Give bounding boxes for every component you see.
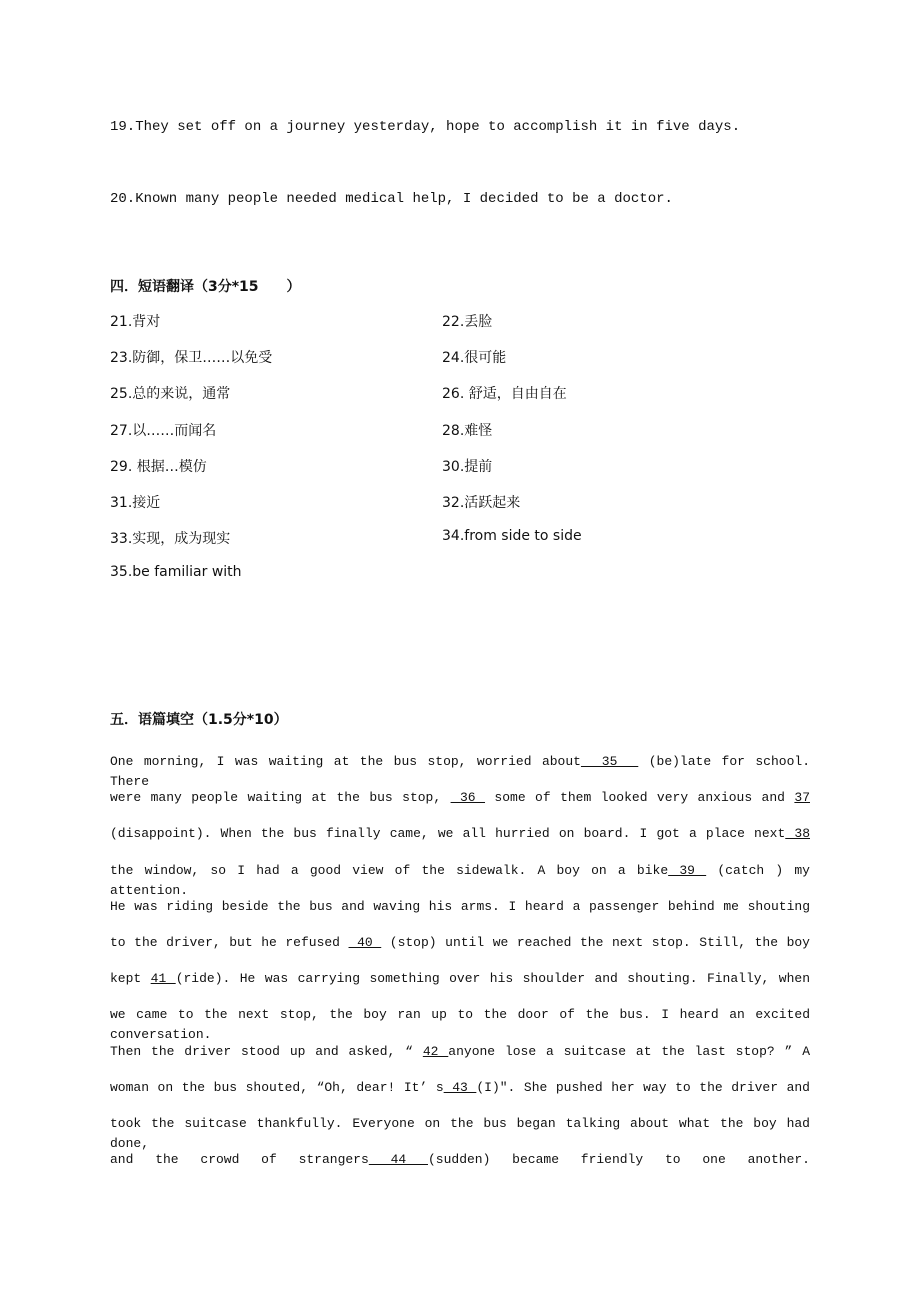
phrase-item: 32.活跃起来 bbox=[442, 495, 521, 511]
passage-text: took the suitcase thankfully. Everyone on the bus began talking about what the boy had done, bbox=[110, 1116, 810, 1151]
sentence-20: 20.Known many people needed medical help, I decided to be a doctor. bbox=[110, 191, 673, 207]
blank: 37 bbox=[794, 790, 810, 806]
blank: 42 bbox=[422, 1043, 449, 1059]
phrase-item: 24.很可能 bbox=[442, 350, 507, 367]
passage-text: were many people waiting at the bus stop, bbox=[110, 790, 451, 806]
blank: 38 bbox=[785, 826, 810, 842]
blank: 43 bbox=[443, 1079, 477, 1095]
phrase-item: 31.接近 bbox=[110, 495, 161, 511]
passage-text: some of them looked very anxious and bbox=[485, 790, 795, 806]
passage-text: (be)late for school. There bbox=[110, 754, 810, 789]
passage-text: (stop) until we reached the next stop. Still, the boy bbox=[381, 935, 810, 950]
blank: 41 bbox=[150, 971, 176, 987]
passage-text: One morning, I was waiting at the bus stop, worried about bbox=[110, 754, 581, 769]
passage-text: woman on the bus shouted, “Oh, dear! It’ s bbox=[110, 1079, 444, 1095]
passage-text: kept bbox=[110, 971, 151, 987]
passage-line bbox=[110, 969, 810, 989]
phrase-item: 25.总的来说，通常 bbox=[110, 386, 231, 403]
passage-line bbox=[110, 1005, 810, 1043]
passage-line bbox=[110, 933, 810, 953]
phrase-item: 29. 根据…模仿 bbox=[110, 458, 207, 475]
passage-text: we came to the next stop, the boy ran up to the door of the bus. I heard an excited conversation. bbox=[110, 1007, 810, 1043]
phrase-item: 26. 舒适，自由自在 bbox=[442, 386, 567, 403]
passage-text: the window, so I had a good view of the sidewalk. A boy on a bike bbox=[110, 862, 669, 878]
passage-text: and the crowd of strangers bbox=[110, 1152, 369, 1168]
blank: 35 bbox=[580, 754, 639, 769]
passage-line bbox=[110, 897, 810, 917]
passage-line bbox=[110, 1042, 810, 1062]
passage-text: (catch ) my attention. bbox=[110, 862, 810, 898]
passage-line bbox=[110, 1150, 810, 1170]
phrase-item: 21.背对 bbox=[110, 314, 161, 330]
phrase-item: 23.防御，保卫……以免受 bbox=[110, 350, 273, 367]
phrase-item: 33.实现，成为现实 bbox=[110, 531, 231, 548]
passage-text: (disappoint). When the bus finally came, we all hurried on board. I got a place next bbox=[110, 826, 786, 842]
passage-text: (sudden) became friendly to one another. bbox=[427, 1152, 810, 1168]
phrase-item: 28.难怪 bbox=[442, 422, 493, 439]
passage-line bbox=[110, 788, 810, 808]
phrase-item: 27.以……而闻名 bbox=[110, 422, 217, 439]
blank: 44 bbox=[368, 1152, 428, 1168]
section-5-title: 五．语篇填空（1.5分*10） bbox=[110, 712, 288, 728]
passage-text: (I)″. She pushed her way to the driver and bbox=[476, 1079, 810, 1095]
passage-line bbox=[110, 861, 810, 898]
sentence-19: 19.They set off on a journey yesterday, hope to accomplish it in five days. bbox=[110, 119, 741, 135]
passage-line bbox=[110, 824, 810, 844]
blank: 40 bbox=[348, 935, 382, 950]
phrase-item: 30.提前 bbox=[442, 458, 493, 475]
phrase-item: 35.be familiar with bbox=[110, 564, 242, 581]
passage-text: anyone lose a suitcase at the last stop? ” A bbox=[448, 1043, 810, 1059]
passage-text: to the driver, but he refused bbox=[110, 935, 349, 950]
passage-text: (ride). He was carrying something over his shoulder and shouting. Finally, when bbox=[175, 971, 810, 987]
phrase-item: 34.from side to side bbox=[442, 528, 582, 545]
blank: 39 bbox=[668, 862, 707, 878]
passage-line bbox=[110, 752, 810, 789]
section-4-title: 四．短语翻译（3分*15 ） bbox=[110, 279, 301, 295]
blank: 36 bbox=[450, 790, 486, 806]
passage-text: Then the driver stood up and asked, “ bbox=[110, 1043, 423, 1059]
passage-line bbox=[110, 1078, 810, 1098]
phrase-item: 22.丢脸 bbox=[442, 314, 493, 330]
passage-text: He was riding beside the bus and waving his arms. I heard a passenger behind me shouting bbox=[110, 898, 810, 914]
passage-line bbox=[110, 1114, 810, 1151]
